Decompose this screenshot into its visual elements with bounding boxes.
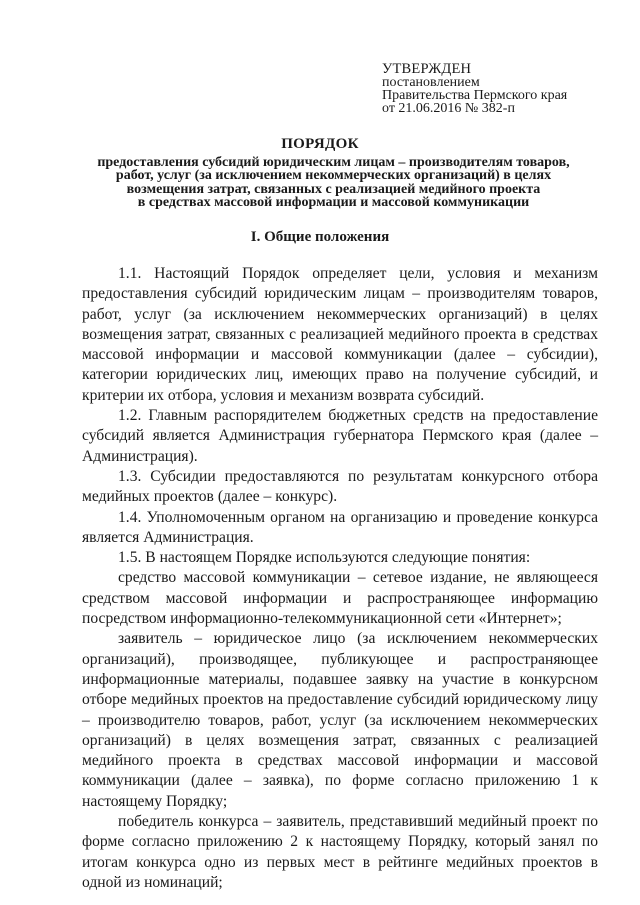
approval-stamp xyxy=(382,63,622,115)
definition-applicant: заявитель – юридическое лицо (за исключением некоммерческих организаций), производящее, публикующее и распространяющее информационные материалы, подавшее заявку на участие в конкурсном отборе медийных проектов на предоставление субсидий юридическому лицу – производителю товаров, работ, услуг (за исключением некоммерческих организаций) в целях возмещения затрат, связанных с реализацией медийного проекта в средствах массовой информации и массовой коммуникации (далее – заявка), по форме согласно приложению 1 к настоящему Порядку; xyxy=(82,630,598,810)
subtitle-line: в средствах массовой информации и массовой коммуникации xyxy=(137,194,530,210)
approval-line: постановлением xyxy=(382,75,480,90)
subtitle-line: возмещения затрат, связанных с реализацией медийного проекта xyxy=(126,181,541,197)
paragraph-1-1: 1.1. Настоящий Порядок определяет цели, условия и механизм предоставления субсидий юридическим лицам – производителям товаров, работ, услуг (за исключением некоммерческих организаций) в целях возмещения затрат, связанных с реализацией медийного проекта в средствах массовой информации и массовой коммуникации (далее – субсидии), категории юридических лиц, имеющих право на получение субсидий, и критерии их отбора, условия и механизм возврата субсидий. xyxy=(82,265,598,404)
paragraph-1-5: 1.5. В настоящем Порядке используются следующие понятия: xyxy=(118,549,531,567)
paragraph-1-3: 1.3. Субсидии предоставляются по результатам конкурсного отбора медийных проектов (далее – конкурс). xyxy=(82,467,598,506)
subtitle-line: предоставления субсидий юридическим лицам – производителям товаров, xyxy=(97,155,570,170)
document-body xyxy=(82,264,598,893)
paragraph-1-2: 1.2. Главным распорядителем бюджетных средств на предоставление субсидий является Администрация губернатора Пермского края (далее – Администрация). xyxy=(82,407,598,465)
approval-heading: УТВЕРЖДЕН xyxy=(382,61,472,77)
paragraph-1-4: 1.4. Уполномоченным органом на организацию и проведение конкурса является Администрация. xyxy=(82,508,598,546)
subtitle-line: работ, услуг (за исключением некоммерческих организаций) в целях xyxy=(115,168,552,184)
section-heading: I. Общие положения xyxy=(250,229,390,245)
approval-line: Правительства Пермского края xyxy=(382,88,568,103)
definition-mass-communication: средство массовой коммуникации – сетевое издание, не являющееся средством массовой информации и распространяющее информацию посредством информационно-телекоммуникационной сети «Интернет»; xyxy=(82,569,598,628)
definition-winner: победитель конкурса – заявитель, представивший медийный проект по форме согласно приложению 2 к настоящему Порядку, который занял по итогам конкурса одно из первых мест в рейтинге медийных проектов в одной из номинаций; xyxy=(82,813,598,891)
approval-date-number: от 21.06.2016 № 382-п xyxy=(382,101,515,116)
document-subtitle xyxy=(96,156,571,209)
document-title: ПОРЯДОК xyxy=(281,136,359,152)
